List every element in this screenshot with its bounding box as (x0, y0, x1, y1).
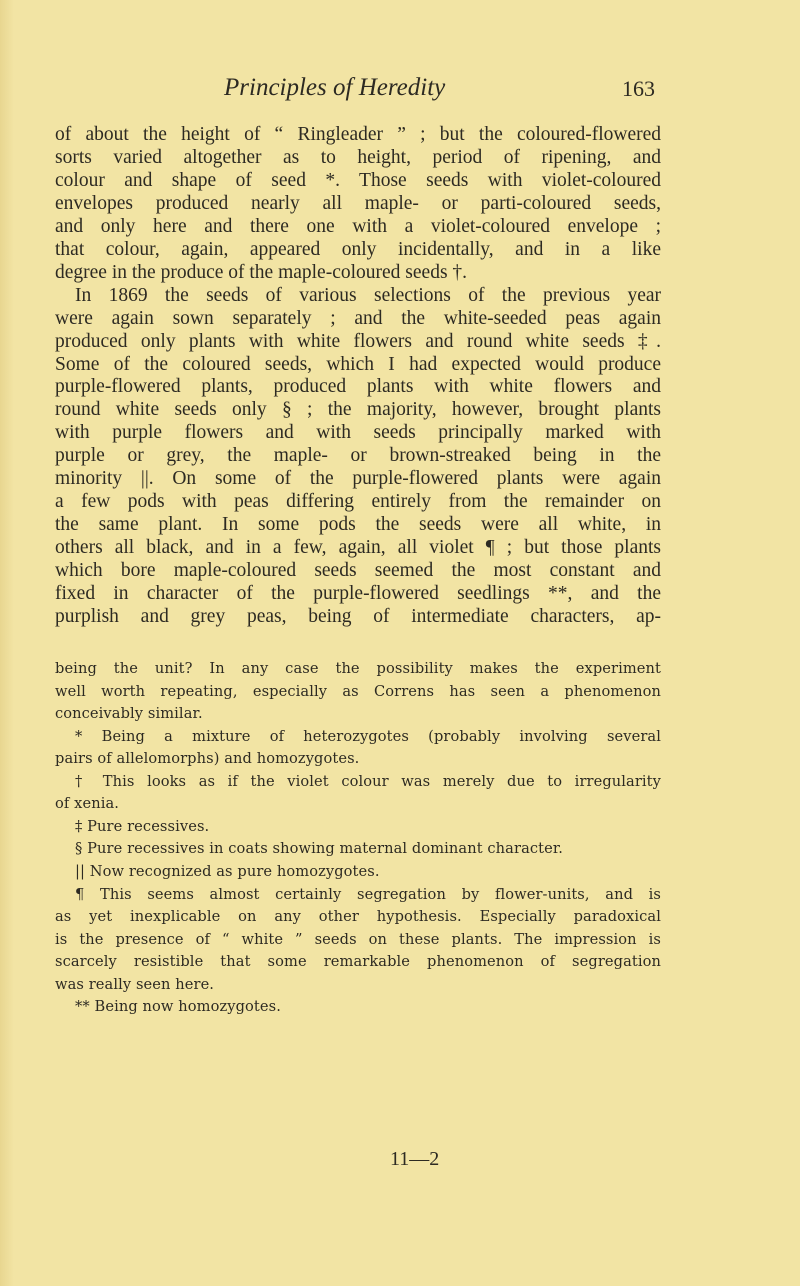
text-line: colour and shape of seed *. Those seeds with violet-coloured (55, 169, 661, 191)
footnote-line: is the presence of “ white ” seeds on these plants. The impression is (55, 930, 661, 948)
text-line: minority ||. On some of the purple-flowered plants were again (55, 468, 661, 490)
text-line: purple-flowered plants, produced plants with white flowers and (55, 376, 661, 398)
running-title: Principles of Heredity (224, 74, 446, 101)
footnote-line: scarcely resistible that some remarkable phenomenon of segregation (55, 953, 661, 971)
footnote-line: as yet inexplicable on any other hypothesis. Especially paradoxical (55, 908, 661, 926)
text-line: which bore maple-coloured seeds seemed the most constant and (55, 560, 661, 582)
text-line: produced only plants with white flowers and round white seeds ‡. (55, 330, 661, 352)
footnote-line: well worth repeating, especially as Correns has seen a phenomenon (55, 682, 661, 700)
footnote-line: † This looks as if the violet colour was merely due to irregularity (75, 772, 661, 790)
footnote-line: being the unit? In any case the possibility makes the experiment (55, 660, 661, 677)
footnote-line: ¶ This seems almost certainly segregation by flower-units, and is (75, 885, 661, 903)
text-line: round white seeds only § ; the majority, however, brought plants (55, 399, 661, 421)
footnote-line: was really seen here. (55, 975, 215, 993)
text-line: sorts varied altogether as to height, period of ripening, and (55, 146, 661, 168)
text-line: degree in the produce of the maple-coloured seeds †. (55, 261, 468, 283)
text-line: with purple flowers and with seeds principally marked with (55, 422, 661, 444)
text-line: were again sown separately ; and the white-seeded peas again (55, 307, 661, 329)
running-header (0, 74, 800, 110)
footnote-line: ‡ Pure recessives. (75, 817, 210, 835)
text-line: others all black, and in a few, again, all violet ¶ ; but those plants (55, 537, 661, 559)
text-line: purple or grey, the maple- or brown-streaked being in the (55, 445, 661, 467)
text-line: and only here and there one with a violet-coloured envelope ; (55, 215, 661, 237)
page-number: 163 (622, 76, 655, 101)
footnote-line: conceivably similar. (55, 705, 203, 723)
page-edge-shadow (0, 0, 14, 1286)
footnote-line: pairs of allelomorphs) and homozygotes. (55, 750, 360, 768)
text-line: purplish and grey peas, being of intermediate characters, ap- (55, 605, 661, 627)
footnote-line: of xenia. (55, 795, 119, 813)
text-line: fixed in character of the purple-flowered seedlings **, and the (55, 583, 661, 604)
text-line: envelopes produced nearly all maple- or parti-coloured seeds, (55, 192, 661, 214)
signature-mark: 11—2 (390, 1148, 440, 1170)
footnote-line: ** Being now homozygotes. (75, 998, 281, 1016)
text-line: that colour, again, appeared only incidentally, and in a like (55, 238, 661, 260)
footnote-line: § Pure recessives in coats showing maternal dominant character. (75, 840, 564, 858)
text-line: In 1869 the seeds of various selections of the previous year (75, 284, 661, 306)
text-line: Some of the coloured seeds, which I had expected would produce (55, 353, 661, 375)
footnote-line: || Now recognized as pure homozygotes. (75, 862, 380, 880)
text-line: of about the height of “ Ringleader ” ; but the coloured-flowered (55, 124, 661, 145)
text-line: the same plant. In some pods the seeds were all white, in (55, 514, 661, 536)
footnote-line: * Being a mixture of heterozygotes (probably involving several (75, 727, 661, 745)
text-line: a few pods with peas differing entirely from the remainder on (55, 491, 661, 513)
